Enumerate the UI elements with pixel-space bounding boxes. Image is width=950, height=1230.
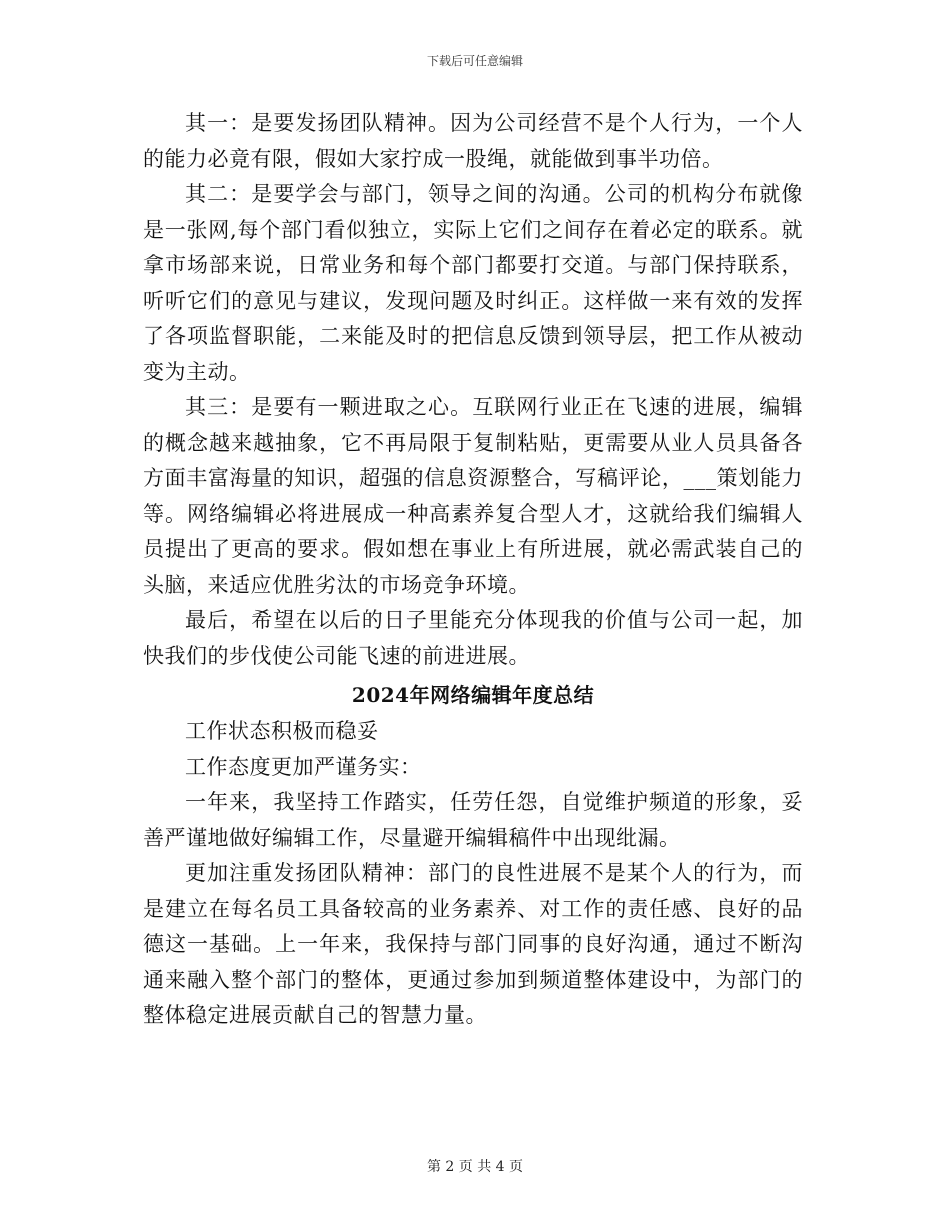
paragraph-work-status: 工作状态积极而稳妥 bbox=[185, 719, 379, 743]
section-title: 2024年网络编辑年度总结 bbox=[351, 683, 595, 707]
paragraph-team-spirit: 更加注重发扬团队精神：部门的良性进展不是某个人的行为，而是建立在每名员工具备较高的业务素养、对工作的责任感、良好的品德这一基础。上一年来，我保持与部门同事的良好沟通，通过不断沟通来融入整个部门的整体，更通过参加到频道整体建设中，为部门的整体稳定进展贡献自己的智慧力量。 bbox=[143, 861, 803, 1027]
page-header: 下载后可任意编辑 bbox=[426, 54, 523, 68]
paragraph-closing: 最后，希望在以后的日子里能充分体现我的价值与公司一起，加快我们的步伐使公司能飞速的前进进展。 bbox=[143, 608, 803, 668]
paragraph-point-three: 其三：是要有一颗进取之心。互联网行业正在飞速的进展，编辑的概念越来越抽象，它不再局限于复制粘贴，更需要从业人员具备各方面丰富海量的知识，超强的信息资源整合，写稿评论，___策划能力等。网络编辑必将进展成一种高素养复合型人才，这就给我们编辑人员提出了更高的要求。假如想在事业上有所进展，就必需武装自己的头脑，来适应优胜劣汰的市场竞争环境。 bbox=[143, 395, 803, 597]
document-body bbox=[143, 106, 803, 1034]
paragraph-work-attitude: 工作态度更加严谨务实： bbox=[185, 754, 422, 779]
paragraph-year-review: 一年来，我坚持工作踏实，任劳任怨，自觉维护频道的形象，妥善严谨地做好编辑工作，尽量避开编辑稿件中出现纰漏。 bbox=[143, 790, 803, 850]
paragraph-point-two: 其二：是要学会与部门，领导之间的沟通。公司的机构分布就像是一张网,每个部门看似独立，实际上它们之间存在着必定的联系。就拿市场部来说，日常业务和每个部门都要打交道。与部门保持联系，听听它们的意见与建议，发现问题及时纠正。这样做一来有效的发挥了各项监督职能，二来能及时的把信息反馈到领导层，把工作从被动变为主动。 bbox=[143, 182, 803, 384]
page-footer: 第 2 页 共 4 页 bbox=[426, 1159, 524, 1175]
paragraph-point-one: 其一：是要发扬团队精神。因为公司经营不是个人行为，一个人的能力必竟有限，假如大家拧成一股绳，就能做到事半功倍。 bbox=[143, 111, 803, 171]
